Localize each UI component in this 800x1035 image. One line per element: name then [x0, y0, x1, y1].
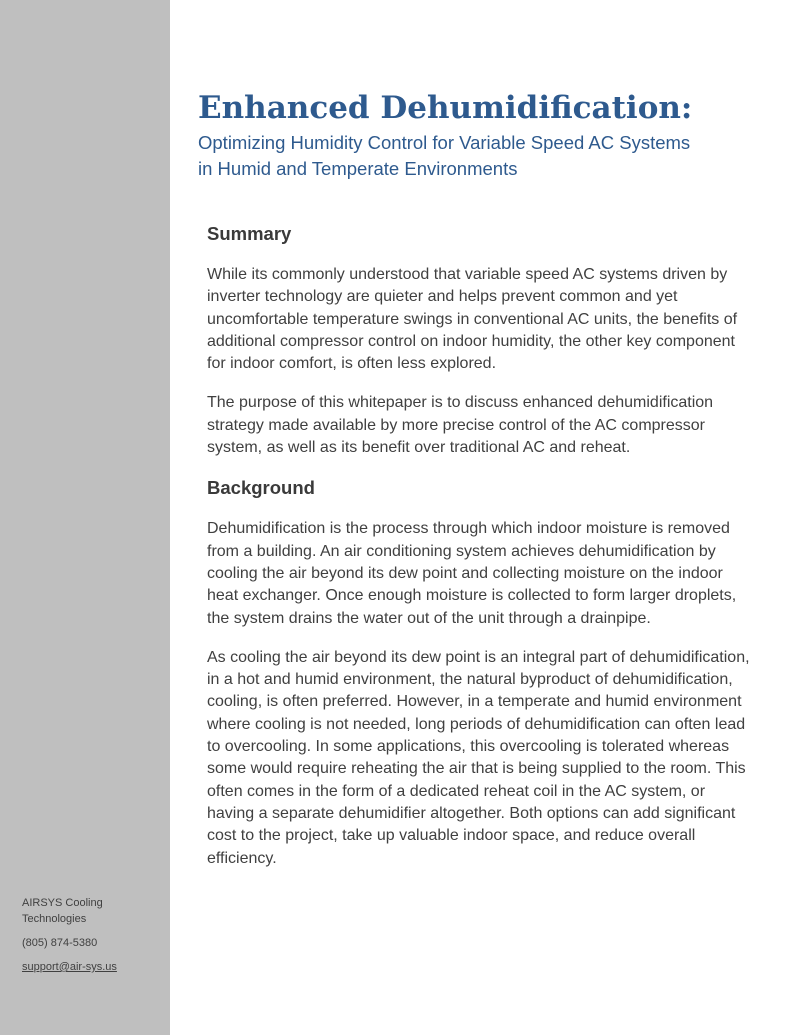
summary-heading: Summary — [207, 223, 292, 244]
contact-info — [22, 895, 162, 983]
summary-paragraph-1: While its commonly understood that variable speed AC systems driven by inverter technology are quieter and helps prevent common and yet uncomfortable temperature swings in conventional AC units, the benefits of additional compressor control on indoor humidity, the other key component for indoor comfort, is often less explored. — [207, 266, 738, 373]
page-subtitle — [198, 130, 758, 182]
subtitle-line-1: Optimizing Humidity Control for Variable Speed AC Systems — [198, 132, 691, 153]
sidebar — [0, 0, 170, 1035]
main-content — [198, 88, 758, 887]
email-link[interactable]: support@air-sys.us — [22, 961, 117, 973]
phone-number: (805) 874-5380 — [22, 937, 98, 949]
background-paragraph-2: As cooling the air beyond its dew point is an integral part of dehumidification, in a hot and humid environment, the natural byproduct of dehumidification, cooling, is often preferred. However, in a temperate and humid environment where cooling is not needed, long periods of dehumidification can often lead to overcooling. In some applications, this overcooling is tolerated whereas some would require reheating the air that is being supplied to the room. This often comes in the form of a dedicated reheat coil in the AC system, or having a separate dehumidifier altogether. Both options can add significant cost to the project, take up valuable indoor space, and reduce overall efficiency. — [207, 648, 750, 867]
company-name: AIRSYS Cooling Technologies — [22, 897, 103, 925]
summary-paragraph-2: The purpose of this whitepaper is to discuss enhanced dehumidification strategy made available by more precise control of the AC compressor system, as well as its benefit over traditional AC and reheat. — [207, 394, 714, 457]
background-paragraph-1: Dehumidification is the process through which indoor moisture is removed from a building. An air conditioning system achieves dehumidification by cooling the air beyond its dew point and collecting moisture on the indoor heat exchanger. Once enough moisture is collected to form larger droplets, the system drains the water out of the unit through a drainpipe. — [207, 520, 737, 627]
subtitle-line-2: in Humid and Temperate Environments — [198, 158, 518, 179]
document-body — [207, 222, 752, 870]
page-title: Enhanced Dehumidification: — [198, 90, 693, 126]
background-heading: Background — [207, 477, 315, 499]
